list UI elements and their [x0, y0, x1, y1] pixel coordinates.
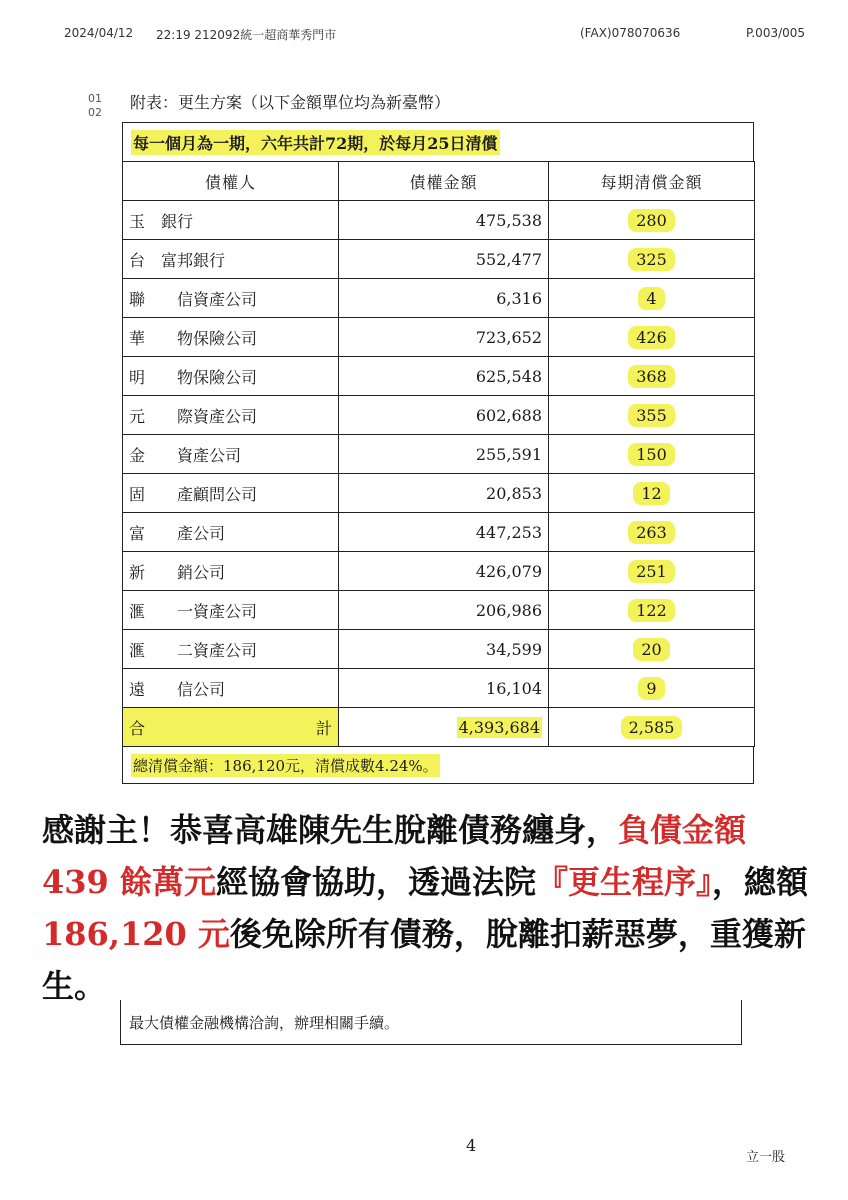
header-payment: 每期清償金額: [549, 162, 755, 201]
payment-cell: [549, 240, 755, 279]
schedule-note-row: [122, 122, 754, 161]
fax-header: [0, 26, 848, 46]
amount-cell: 552,477: [339, 240, 549, 279]
payment-value: 150: [628, 443, 675, 466]
payment-value: 20: [633, 638, 669, 661]
table-row: [123, 396, 755, 435]
repayment-table-wrapper: [122, 122, 754, 784]
fax-page: P.003/005: [746, 26, 806, 40]
summary-row: [122, 747, 754, 784]
table-row: [123, 513, 755, 552]
creditor-cell: 聯 信資產公司: [123, 279, 339, 318]
payment-cell: [549, 513, 755, 552]
header-creditor: 債權人: [123, 162, 339, 201]
overlay-text-3: 經協會協助，透過法院: [215, 863, 536, 901]
creditor-cell: 玉 銀行: [123, 201, 339, 240]
amount-cell: 20,853: [339, 474, 549, 513]
payment-value: 368: [628, 365, 675, 388]
fax-number: (FAX)078070636: [580, 26, 681, 40]
creditor-cell: 遠 信公司: [123, 669, 339, 708]
amount-cell: 625,548: [339, 357, 549, 396]
payment-cell: [549, 201, 755, 240]
payment-value: 355: [628, 404, 675, 427]
creditor-cell: 滙 二資產公司: [123, 630, 339, 669]
overlay-text-7: 後免除所有債務，脫離扣薪惡夢，重獲新生。: [42, 915, 806, 1005]
table-header-row: [123, 162, 755, 201]
table-row: [123, 201, 755, 240]
page-number: 4: [466, 1136, 477, 1155]
creditor-cell: 富 產公司: [123, 513, 339, 552]
payment-cell: [549, 669, 755, 708]
payment-cell: [549, 630, 755, 669]
creditor-cell: 滙 一資產公司: [123, 591, 339, 630]
table-row: [123, 552, 755, 591]
total-label-right: 計: [315, 718, 332, 738]
table-row: [123, 435, 755, 474]
creditor-cell: 明 物保險公司: [123, 357, 339, 396]
overlay-debt-amount: 負債金額 439 餘萬元: [42, 811, 747, 901]
total-amount-cell: [339, 708, 549, 747]
amount-cell: 206,986: [339, 591, 549, 630]
payment-cell: [549, 396, 755, 435]
payment-value: 9: [638, 677, 664, 700]
payment-cell: [549, 552, 755, 591]
table-row: [123, 669, 755, 708]
overlay-procedure: 『更生程序』: [535, 863, 712, 901]
amount-cell: 16,104: [339, 669, 549, 708]
amount-cell: 34,599: [339, 630, 549, 669]
congratulation-overlay: [36, 800, 828, 1016]
amount-cell: 475,538: [339, 201, 549, 240]
payment-value: 263: [628, 521, 675, 544]
creditor-cell: 固 產顧問公司: [123, 474, 339, 513]
payment-cell: [549, 474, 755, 513]
line-numbers: [88, 92, 102, 120]
table-row: [123, 318, 755, 357]
payment-value: 4: [638, 287, 664, 310]
overlay-total-amount: 186,120 元: [42, 915, 230, 953]
amount-cell: 447,253: [339, 513, 549, 552]
amount-cell: 6,316: [339, 279, 549, 318]
overlay-text-1: 感謝主！恭喜高雄陳先生脫離債務纏身，: [42, 811, 619, 849]
amount-cell: 255,591: [339, 435, 549, 474]
table-row: [123, 357, 755, 396]
claims-table-body: [123, 201, 755, 708]
payment-value: 280: [628, 209, 675, 232]
payment-cell: [549, 279, 755, 318]
fax-time-sender: 22:19 212092統一超商華秀門市: [156, 28, 337, 42]
total-amount: 4,393,684: [458, 717, 540, 737]
total-payment: 2,585: [621, 716, 683, 739]
amount-cell: 723,652: [339, 318, 549, 357]
total-label-left: 合: [129, 718, 146, 738]
claims-table: [122, 161, 755, 747]
payment-value: 122: [628, 599, 675, 622]
table-row: [123, 630, 755, 669]
schedule-note: 每一個月為一期，六年共計72期，於每月25日清償: [131, 130, 500, 155]
payment-value: 325: [628, 248, 675, 271]
total-label-cell: [123, 708, 339, 747]
table-row: [123, 474, 755, 513]
footer-note-box: [120, 1000, 742, 1045]
payment-value: 12: [633, 482, 669, 505]
payment-cell: [549, 357, 755, 396]
payment-value: 426: [628, 326, 675, 349]
unit-label: 立一股: [746, 1150, 786, 1165]
total-payment-cell: [549, 708, 755, 747]
amount-cell: 426,079: [339, 552, 549, 591]
payment-value: 251: [628, 560, 675, 583]
payment-cell: [549, 318, 755, 357]
creditor-cell: 台 富邦銀行: [123, 240, 339, 279]
line-number: 02: [88, 106, 102, 119]
table-row: [123, 591, 755, 630]
payment-cell: [549, 591, 755, 630]
creditor-cell: 元 際資產公司: [123, 396, 339, 435]
table-row: [123, 279, 755, 318]
footer-note: 最大債權金融機構洽詢，辦理相關手續。: [129, 1014, 400, 1032]
total-row: [123, 708, 755, 747]
document-title: 附表：更生方案（以下金額單位均為新臺幣）: [130, 93, 451, 112]
header-amount: 債權金額: [339, 162, 549, 201]
payment-cell: [549, 435, 755, 474]
overlay-text-5: ，總額: [711, 863, 808, 901]
amount-cell: 602,688: [339, 396, 549, 435]
creditor-cell: 華 物保險公司: [123, 318, 339, 357]
summary-text: 總清償金額：186,120元，清償成數4.24%。: [131, 754, 440, 777]
table-row: [123, 240, 755, 279]
creditor-cell: 金 資產公司: [123, 435, 339, 474]
creditor-cell: 新 銷公司: [123, 552, 339, 591]
line-number: 01: [88, 92, 102, 105]
fax-date: 2024/04/12: [64, 26, 134, 40]
